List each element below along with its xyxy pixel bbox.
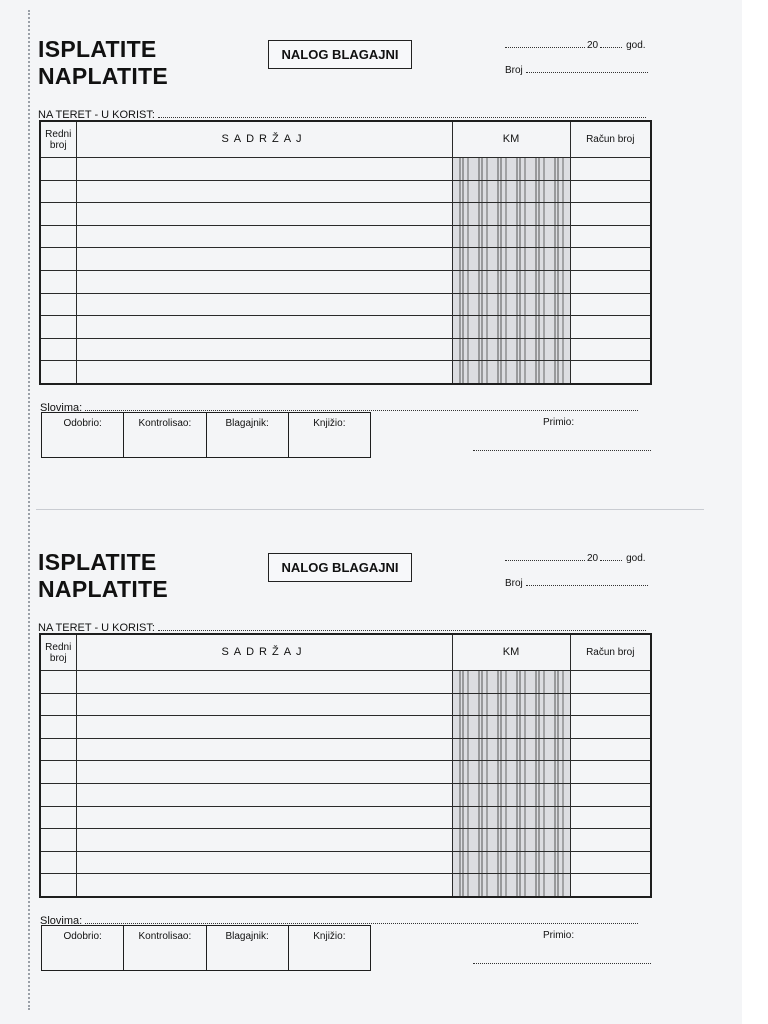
table-row bbox=[40, 316, 651, 339]
cell-sadrzaj[interactable] bbox=[76, 203, 452, 226]
cell-km[interactable] bbox=[452, 851, 570, 874]
table-row bbox=[40, 671, 651, 694]
col-header-racun-broj: Račun broj bbox=[570, 121, 651, 158]
cell-racun-broj[interactable] bbox=[570, 829, 651, 852]
table-row bbox=[40, 851, 651, 874]
teret-label: NA TERET - U KORIST: bbox=[38, 109, 155, 121]
cell-sadrzaj[interactable] bbox=[76, 806, 452, 829]
cell-km[interactable] bbox=[452, 806, 570, 829]
cell-redni-broj[interactable] bbox=[40, 316, 76, 339]
table-row bbox=[40, 761, 651, 784]
date-field[interactable] bbox=[505, 38, 650, 51]
date-year-prefix: 20 bbox=[587, 40, 599, 51]
cell-sadrzaj[interactable] bbox=[76, 361, 452, 384]
cell-redni-broj[interactable] bbox=[40, 761, 76, 784]
table-row bbox=[40, 361, 651, 384]
cell-racun-broj[interactable] bbox=[570, 248, 651, 271]
date-blank[interactable] bbox=[505, 38, 585, 48]
cell-sadrzaj[interactable] bbox=[76, 180, 452, 203]
cell-redni-broj[interactable] bbox=[40, 361, 76, 384]
cell-sadrzaj[interactable] bbox=[76, 338, 452, 361]
cell-racun-broj[interactable] bbox=[570, 851, 651, 874]
table-row bbox=[40, 270, 651, 293]
cell-sadrzaj[interactable] bbox=[76, 738, 452, 761]
cell-redni-broj[interactable] bbox=[40, 783, 76, 806]
cell-racun-broj[interactable] bbox=[570, 338, 651, 361]
table-row bbox=[40, 293, 651, 316]
cell-redni-broj[interactable] bbox=[40, 180, 76, 203]
cell-sadrzaj[interactable] bbox=[76, 716, 452, 739]
cell-km[interactable] bbox=[452, 225, 570, 248]
cell-racun-broj[interactable] bbox=[570, 180, 651, 203]
broj-label: Broj bbox=[505, 65, 523, 76]
broj-field[interactable] bbox=[505, 576, 648, 589]
signature-odobrio[interactable]: Odobrio: bbox=[42, 926, 124, 970]
slovima-blank[interactable] bbox=[85, 401, 638, 411]
table-row bbox=[40, 738, 651, 761]
col-header-sadrzaj: SADRŽAJ bbox=[76, 634, 452, 671]
date-year-blank[interactable] bbox=[600, 38, 622, 48]
cell-km[interactable] bbox=[452, 158, 570, 181]
cell-redni-broj[interactable] bbox=[40, 248, 76, 271]
cell-km[interactable] bbox=[452, 361, 570, 384]
cell-redni-broj[interactable] bbox=[40, 829, 76, 852]
signature-knjizio[interactable]: Knjižio: bbox=[313, 931, 346, 942]
cell-sadrzaj[interactable] bbox=[76, 293, 452, 316]
cell-km[interactable] bbox=[452, 270, 570, 293]
cell-km[interactable] bbox=[452, 761, 570, 784]
cell-km[interactable] bbox=[452, 738, 570, 761]
nalog-blagajni-label: NALOG BLAGAJNI bbox=[281, 47, 399, 62]
primio-label: Primio: bbox=[543, 417, 575, 428]
table-row bbox=[40, 783, 651, 806]
cell-racun-broj[interactable] bbox=[570, 316, 651, 339]
table-row bbox=[40, 806, 651, 829]
cell-redni-broj[interactable] bbox=[40, 225, 76, 248]
title-naplatite: NAPLATITE bbox=[38, 63, 169, 89]
cell-km[interactable] bbox=[452, 203, 570, 226]
title-naplatite: NAPLATITE bbox=[38, 576, 169, 602]
signature-odobrio[interactable]: Odobrio: bbox=[42, 413, 124, 457]
col-header-km: KM bbox=[452, 121, 570, 158]
cell-racun-broj[interactable] bbox=[570, 693, 651, 716]
cell-sadrzaj[interactable] bbox=[76, 158, 452, 181]
cell-redni-broj[interactable] bbox=[40, 338, 76, 361]
cell-sadrzaj[interactable] bbox=[76, 829, 452, 852]
date-year-prefix: 20 bbox=[587, 553, 599, 564]
cell-redni-broj[interactable] bbox=[40, 671, 76, 694]
table-body bbox=[40, 158, 651, 384]
table-row bbox=[40, 829, 651, 852]
cell-km[interactable] bbox=[452, 716, 570, 739]
table-row bbox=[40, 248, 651, 271]
cell-sadrzaj[interactable] bbox=[76, 783, 452, 806]
table-row bbox=[40, 180, 651, 203]
cell-redni-broj[interactable] bbox=[40, 738, 76, 761]
signature-knjizio[interactable]: Knjižio: bbox=[313, 418, 346, 429]
cell-racun-broj[interactable] bbox=[570, 361, 651, 384]
signature-kontrolisao[interactable]: Kontrolisao: bbox=[124, 413, 206, 457]
table-row bbox=[40, 158, 651, 181]
broj-blank[interactable] bbox=[526, 576, 648, 586]
cash-order-form-top bbox=[0, 0, 742, 500]
cell-racun-broj[interactable] bbox=[570, 158, 651, 181]
signature-boxes bbox=[41, 925, 371, 971]
cash-order-form-bottom bbox=[0, 513, 742, 1013]
cell-km[interactable] bbox=[452, 338, 570, 361]
date-suffix: god. bbox=[626, 40, 646, 51]
cell-racun-broj[interactable] bbox=[570, 671, 651, 694]
cell-racun-broj[interactable] bbox=[570, 738, 651, 761]
table-row bbox=[40, 716, 651, 739]
cell-km[interactable] bbox=[452, 783, 570, 806]
cell-racun-broj[interactable] bbox=[570, 783, 651, 806]
table-row bbox=[40, 338, 651, 361]
cell-racun-broj[interactable] bbox=[570, 270, 651, 293]
table-row bbox=[40, 225, 651, 248]
teret-blank[interactable] bbox=[158, 621, 646, 631]
cell-redni-broj[interactable] bbox=[40, 293, 76, 316]
cell-sadrzaj[interactable] bbox=[76, 225, 452, 248]
col-header-sadrzaj: SADRŽAJ bbox=[76, 121, 452, 158]
cell-sadrzaj[interactable] bbox=[76, 316, 452, 339]
teret-label: NA TERET - U KORIST: bbox=[38, 622, 155, 634]
table-row bbox=[40, 203, 651, 226]
primio-signature-line[interactable] bbox=[473, 444, 651, 451]
col-header-km: KM bbox=[452, 634, 570, 671]
slovima-label: Slovima: bbox=[40, 915, 83, 927]
cell-sadrzaj[interactable] bbox=[76, 851, 452, 874]
cell-km[interactable] bbox=[452, 293, 570, 316]
cell-redni-broj[interactable] bbox=[40, 716, 76, 739]
date-field[interactable] bbox=[505, 551, 650, 564]
col-header-redni-broj: Redni broj bbox=[40, 121, 76, 158]
cell-km[interactable] bbox=[452, 671, 570, 694]
cell-sadrzaj[interactable] bbox=[76, 874, 452, 897]
cell-racun-broj[interactable] bbox=[570, 225, 651, 248]
date-year-blank[interactable] bbox=[600, 551, 622, 561]
date-blank[interactable] bbox=[505, 551, 585, 561]
primio-signature-line[interactable] bbox=[473, 957, 651, 964]
nalog-blagajni-label: NALOG BLAGAJNI bbox=[281, 560, 399, 575]
table-row bbox=[40, 874, 651, 897]
col-header-racun-broj: Račun broj bbox=[570, 634, 651, 671]
nalog-blagajni-box bbox=[268, 553, 412, 582]
date-suffix: god. bbox=[626, 553, 646, 564]
cell-km[interactable] bbox=[452, 829, 570, 852]
slovima-label: Slovima: bbox=[40, 402, 83, 414]
slovima-blank[interactable] bbox=[85, 914, 638, 924]
signature-blagajnik[interactable]: Blagajnik: bbox=[207, 413, 289, 457]
cell-km[interactable] bbox=[452, 180, 570, 203]
cell-redni-broj[interactable] bbox=[40, 874, 76, 897]
signature-boxes bbox=[41, 412, 371, 458]
cell-redni-broj[interactable] bbox=[40, 851, 76, 874]
nalog-blagajni-box bbox=[268, 40, 412, 69]
cell-sadrzaj[interactable] bbox=[76, 693, 452, 716]
broj-field[interactable] bbox=[505, 63, 648, 76]
signature-blagajnik[interactable]: Blagajnik: bbox=[207, 926, 289, 970]
cell-sadrzaj[interactable] bbox=[76, 248, 452, 271]
entries-table bbox=[39, 633, 652, 898]
cell-redni-broj[interactable] bbox=[40, 203, 76, 226]
col-header-redni-broj: Redni broj bbox=[40, 634, 76, 671]
cell-racun-broj[interactable] bbox=[570, 203, 651, 226]
cell-km[interactable] bbox=[452, 248, 570, 271]
title-isplatite: ISPLATITE bbox=[38, 549, 157, 575]
cell-racun-broj[interactable] bbox=[570, 293, 651, 316]
cell-racun-broj[interactable] bbox=[570, 716, 651, 739]
cell-km[interactable] bbox=[452, 874, 570, 897]
cell-redni-broj[interactable] bbox=[40, 158, 76, 181]
cell-sadrzaj[interactable] bbox=[76, 761, 452, 784]
primio-label: Primio: bbox=[543, 930, 575, 941]
broj-label: Broj bbox=[505, 578, 523, 589]
cell-redni-broj[interactable] bbox=[40, 693, 76, 716]
entries-table bbox=[39, 120, 652, 385]
tear-line bbox=[36, 509, 704, 510]
broj-blank[interactable] bbox=[526, 63, 648, 73]
cell-racun-broj[interactable] bbox=[570, 806, 651, 829]
teret-blank[interactable] bbox=[158, 108, 646, 118]
cell-racun-broj[interactable] bbox=[570, 761, 651, 784]
cell-sadrzaj[interactable] bbox=[76, 671, 452, 694]
table-body bbox=[40, 671, 651, 897]
cell-racun-broj[interactable] bbox=[570, 874, 651, 897]
cell-km[interactable] bbox=[452, 693, 570, 716]
title-isplatite: ISPLATITE bbox=[38, 36, 157, 62]
cell-sadrzaj[interactable] bbox=[76, 270, 452, 293]
table-row bbox=[40, 693, 651, 716]
cell-redni-broj[interactable] bbox=[40, 270, 76, 293]
cell-km[interactable] bbox=[452, 316, 570, 339]
cell-redni-broj[interactable] bbox=[40, 806, 76, 829]
signature-kontrolisao[interactable]: Kontrolisao: bbox=[124, 926, 206, 970]
